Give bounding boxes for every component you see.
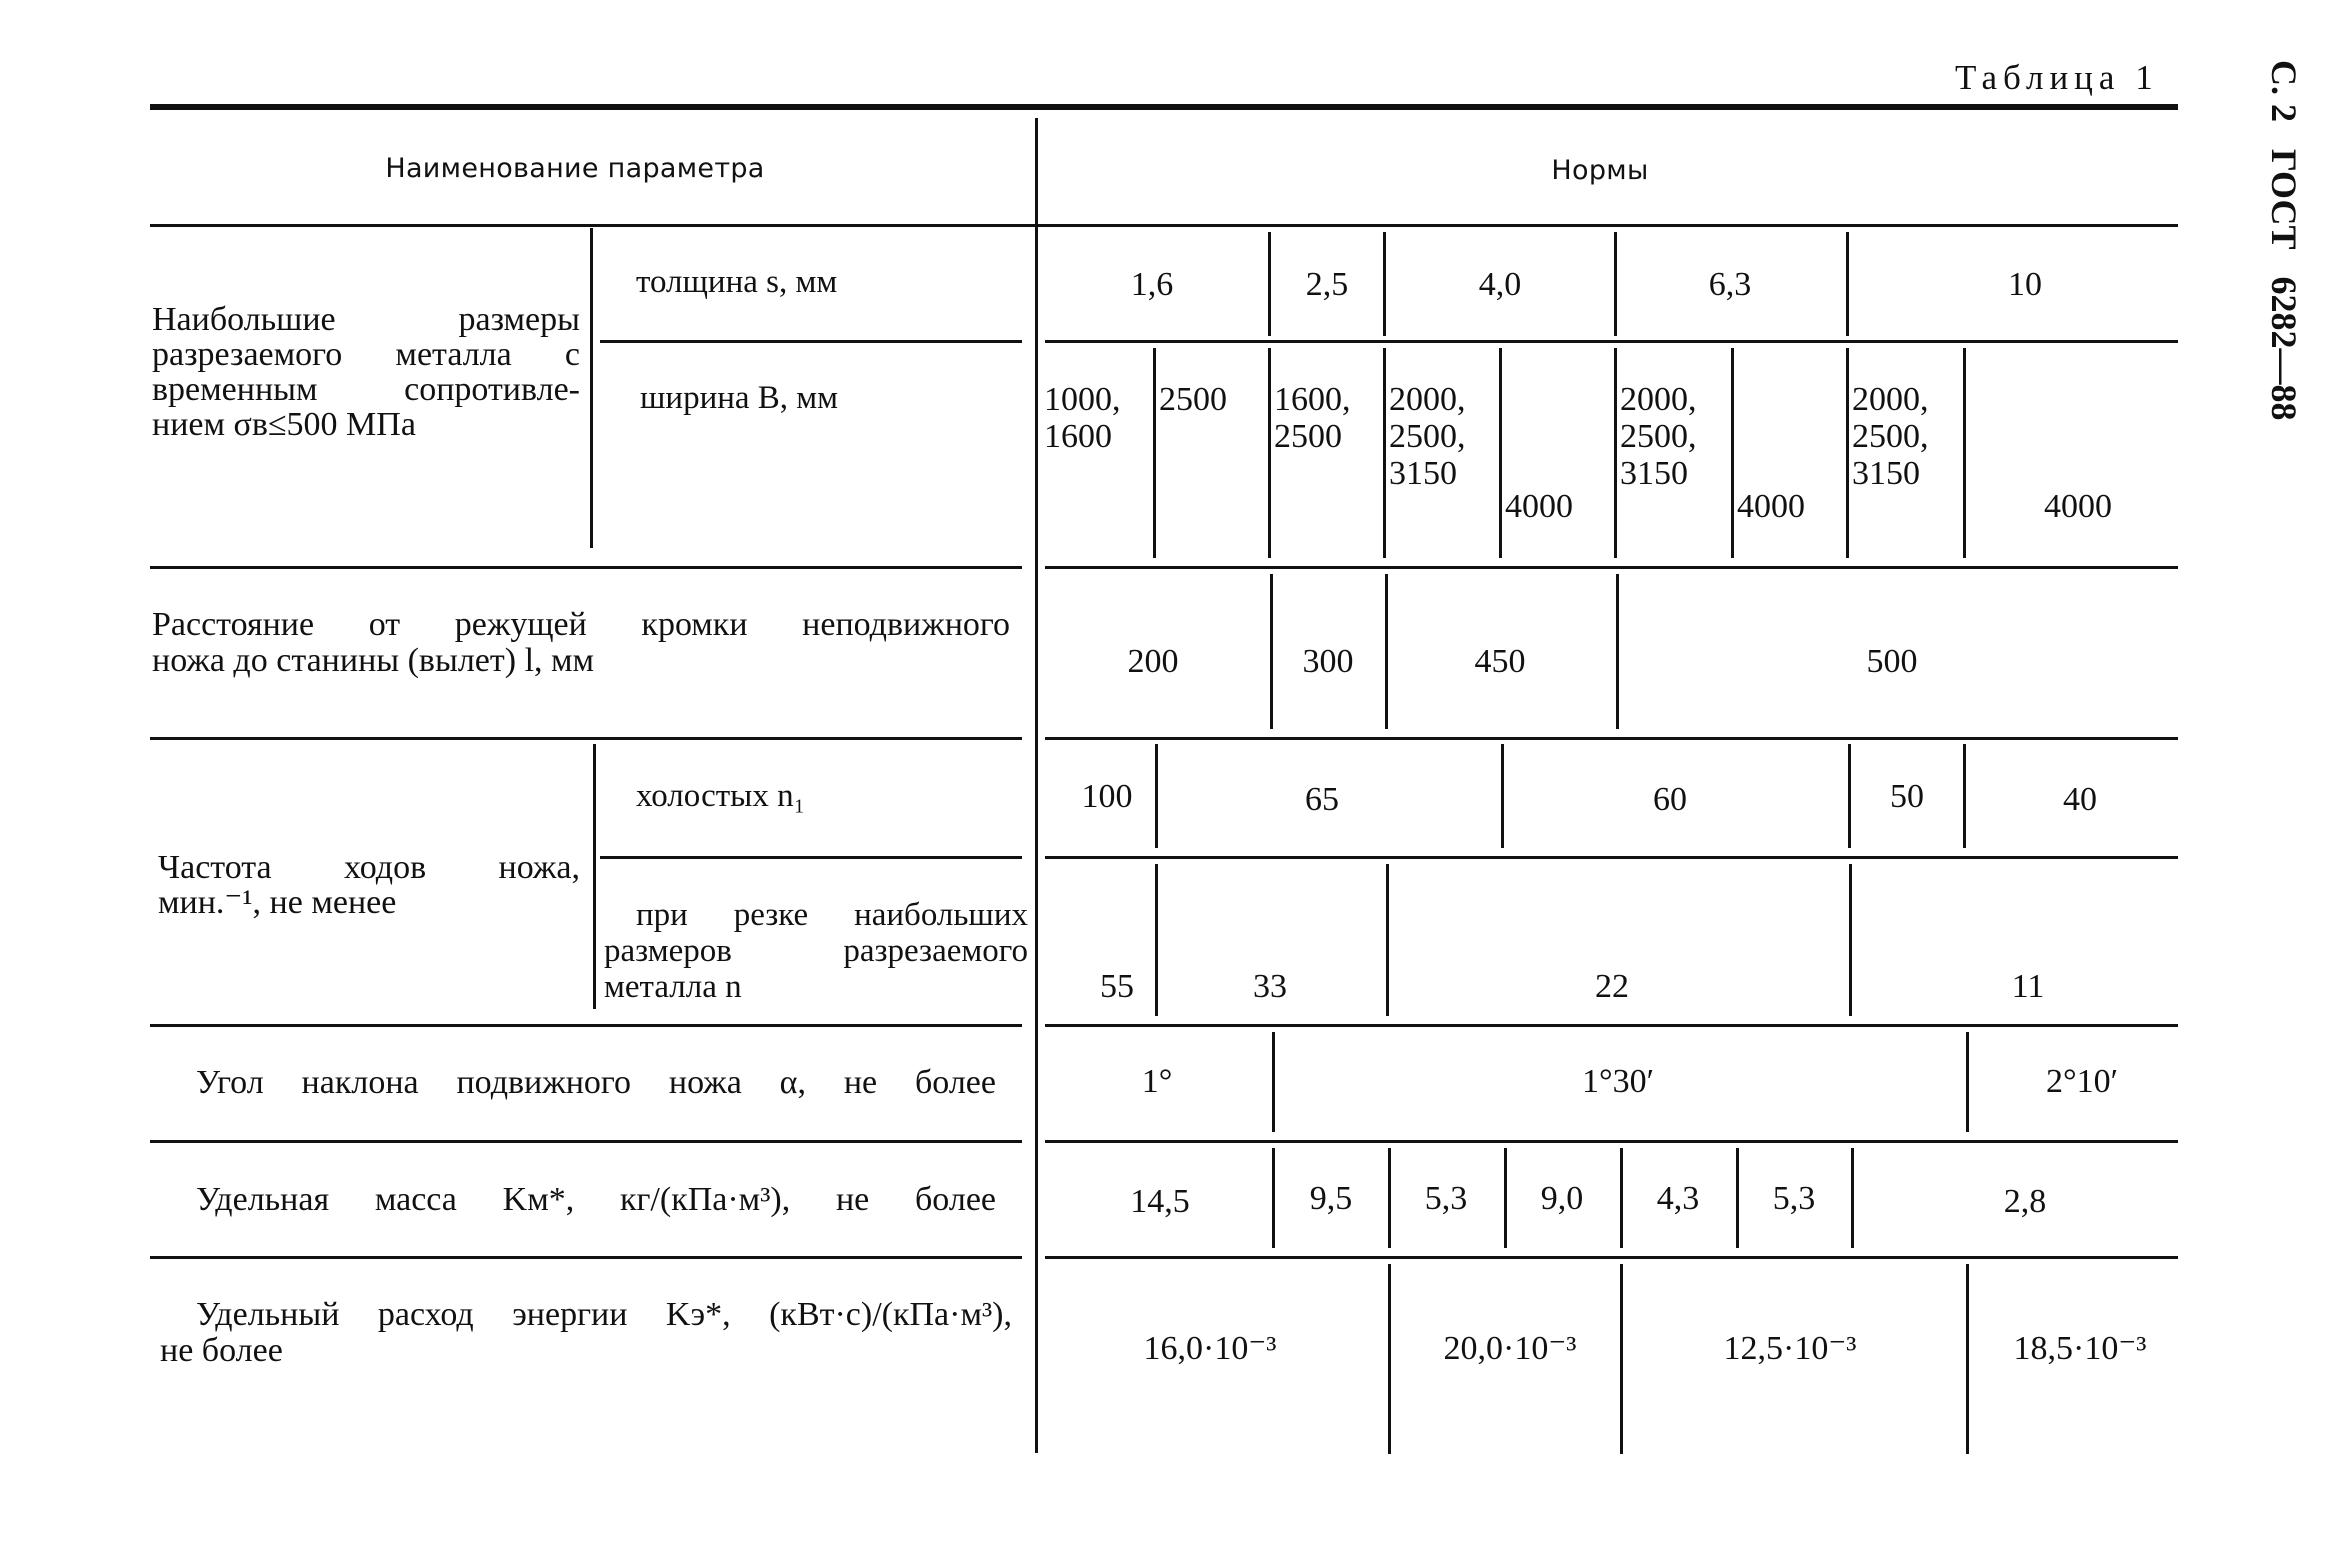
- angle-value: 2°10′: [2045, 1063, 2119, 1100]
- col-div: [1963, 744, 1966, 848]
- row-rule-2-right: [1045, 566, 2178, 569]
- idle-value: 60: [1653, 781, 1687, 818]
- label-line: Угол наклона подвижного ножа α, не более: [196, 1064, 996, 1101]
- label-line: при резке наибольших: [636, 897, 1028, 933]
- mass-value: 14,5: [1130, 1183, 1190, 1220]
- idle-label: холостых n₁: [636, 778, 806, 814]
- reach-value: 450: [1474, 643, 1526, 680]
- width-value: [1044, 381, 1121, 455]
- row-rule-6-right: [1045, 1256, 2178, 1259]
- energy-value: 16,0·10⁻³: [1143, 1330, 1277, 1367]
- col-div: [1272, 1148, 1275, 1248]
- width-line: 2500,: [1852, 418, 1929, 455]
- thickness-value: 1,6: [1130, 266, 1174, 303]
- label-line: Наибольшие размеры: [152, 301, 580, 338]
- thickness-value: 2,5: [1305, 266, 1349, 303]
- col-div: [1846, 348, 1849, 558]
- row-rule-5: [150, 1140, 1022, 1143]
- col-div: [1501, 744, 1504, 848]
- mass-value: 9,5: [1309, 1180, 1353, 1217]
- col-div: [1620, 1264, 1623, 1454]
- energy-value: 18,5·10⁻³: [2013, 1330, 2147, 1367]
- col-div: [1499, 348, 1502, 558]
- mass-label: [196, 1182, 996, 1218]
- width-value: 4000: [1505, 488, 1573, 525]
- mass-value: 9,0: [1540, 1180, 1584, 1217]
- col-div: [1388, 1264, 1391, 1454]
- width-line: 1600,: [1274, 381, 1351, 418]
- label-line: Расстояние от режущей кромки неподвижного: [152, 606, 1010, 643]
- label-line: мин.⁻¹, не менее: [158, 884, 397, 921]
- width-line: 1600: [1044, 418, 1112, 455]
- cutting-value: 11: [2011, 968, 2045, 1005]
- col-div: [1383, 232, 1386, 336]
- idle-row-rule: [600, 856, 1022, 859]
- row-rule-3: [150, 737, 1022, 740]
- angle-value: 1°30′: [1581, 1063, 1655, 1100]
- mass-value: 5,3: [1772, 1180, 1816, 1217]
- label-line: нием σв≤500 МПа: [152, 406, 416, 443]
- cutting-value: 55: [1100, 968, 1134, 1005]
- col-div: [1736, 1148, 1739, 1248]
- page-number: С. 2: [2264, 60, 2304, 122]
- row-rule-4: [150, 1024, 1022, 1027]
- header-norms: Нормы: [1551, 155, 1649, 186]
- sub-divider-strokes: [593, 744, 596, 1009]
- row-rule-2: [150, 566, 1022, 569]
- col-div: [1155, 744, 1158, 848]
- col-div: [1849, 864, 1852, 1016]
- standard-name: ГОСТ: [2264, 149, 2304, 250]
- width-line: 3150: [1852, 455, 1920, 492]
- label-line: Удельный расход энергии Kэ*, (кВт·с)/(кПа·м³),: [196, 1296, 1012, 1333]
- width-value: [1852, 381, 1929, 492]
- row-rule-3-right: [1045, 737, 2178, 740]
- col-div: [1268, 232, 1271, 336]
- strokes-label: [158, 850, 580, 920]
- reach-label: [152, 607, 1010, 679]
- width-line: 2500: [1274, 418, 1342, 455]
- width-line: 2000,: [1389, 381, 1466, 418]
- reach-value: 500: [1866, 643, 1918, 680]
- standard-number: 6282—88: [2264, 276, 2304, 421]
- col-div: [1385, 574, 1388, 729]
- width-line: 2000,: [1852, 381, 1929, 418]
- energy-label: [160, 1297, 1012, 1369]
- col-div: [1966, 1032, 1969, 1132]
- idle-value: 100: [1081, 778, 1133, 815]
- col-div: [1848, 744, 1851, 848]
- energy-value: 20,0·10⁻³: [1443, 1330, 1577, 1367]
- width-line: 2000,: [1620, 381, 1697, 418]
- cutting-value: 22: [1595, 968, 1629, 1005]
- label-line: разрезаемого металла с: [152, 336, 580, 373]
- label-line: Частота ходов ножа,: [158, 849, 580, 886]
- col-div: [1272, 1032, 1275, 1132]
- mass-value: 2,8: [2003, 1183, 2047, 1220]
- label-line: металла n: [604, 969, 742, 1005]
- reach-value: 300: [1302, 643, 1354, 680]
- label-line: размеров разрезаемого: [604, 933, 1028, 969]
- col-div: [1963, 348, 1966, 558]
- label-line: Удельная масса Kм*, кг/(кПа·м³), не более: [196, 1181, 996, 1218]
- header-bottom-rule: [150, 224, 2178, 227]
- col-div: [1268, 348, 1271, 558]
- width-line: 2500: [1159, 381, 1227, 418]
- col-div: [1504, 1148, 1507, 1248]
- thickness-row-rule-right: [1045, 340, 2178, 343]
- sub-divider-dims: [590, 228, 593, 548]
- width-value: [1159, 381, 1227, 418]
- mass-value: 4,3: [1656, 1180, 1700, 1217]
- header-param: Наименование параметра: [385, 153, 765, 184]
- col-div: [1620, 1148, 1623, 1248]
- thickness-row-rule: [600, 340, 1022, 343]
- col-div: [1846, 232, 1849, 336]
- thickness-value: 6,3: [1708, 266, 1752, 303]
- table-top-rule: [150, 104, 2178, 110]
- label-line: не более: [160, 1332, 283, 1369]
- col-div: [1966, 1264, 1969, 1454]
- row-rule-5-right: [1045, 1140, 2178, 1143]
- main-divider: [1035, 118, 1038, 1453]
- energy-value: 12,5·10⁻³: [1723, 1330, 1857, 1367]
- col-div: [1386, 864, 1389, 1016]
- width-value: [1620, 381, 1697, 492]
- angle-label: [196, 1065, 996, 1101]
- width-value: [1274, 381, 1351, 455]
- thickness-value: 4,0: [1478, 266, 1522, 303]
- angle-value: 1°: [1141, 1063, 1173, 1100]
- idle-row-rule-right: [1045, 856, 2178, 859]
- col-div: [1731, 348, 1734, 558]
- col-div: [1616, 574, 1619, 729]
- idle-value: 40: [2063, 781, 2097, 818]
- width-line: 2500,: [1620, 418, 1697, 455]
- width-line: 1000,: [1044, 381, 1121, 418]
- col-div: [1383, 348, 1386, 558]
- width-line: 3150: [1620, 455, 1688, 492]
- col-div: [1851, 1148, 1854, 1248]
- cutting-label: [604, 897, 1028, 1005]
- col-div: [1153, 348, 1156, 558]
- width-line: 2500,: [1389, 418, 1466, 455]
- label-line: временным сопротивле-: [152, 371, 580, 408]
- cutting-value: 33: [1253, 968, 1287, 1005]
- width-line: 3150: [1389, 455, 1457, 492]
- max-dims-label: [152, 302, 580, 442]
- thickness-value: 10: [2008, 266, 2042, 303]
- col-div: [1155, 864, 1158, 1016]
- width-value: 4000: [2044, 488, 2112, 525]
- row-rule-4-right: [1045, 1024, 2178, 1027]
- col-div: [1614, 232, 1617, 336]
- label-line: ножа до станины (вылет) l, мм: [152, 642, 595, 679]
- table-title: Таблица 1: [1955, 58, 2159, 97]
- reach-value: 200: [1127, 643, 1179, 680]
- width-value: [1389, 381, 1466, 492]
- row-rule-6: [150, 1256, 1022, 1259]
- idle-value: 65: [1305, 781, 1339, 818]
- mass-value: 5,3: [1424, 1180, 1468, 1217]
- col-div: [1270, 574, 1273, 729]
- col-div: [1614, 348, 1617, 558]
- idle-value: 50: [1890, 778, 1924, 815]
- width-value: 4000: [1737, 488, 1805, 525]
- width-label: ширина B, мм: [640, 380, 839, 416]
- col-div: [1388, 1148, 1391, 1248]
- side-header: [2245, 60, 2325, 500]
- thickness-label: толщина s, мм: [636, 264, 838, 300]
